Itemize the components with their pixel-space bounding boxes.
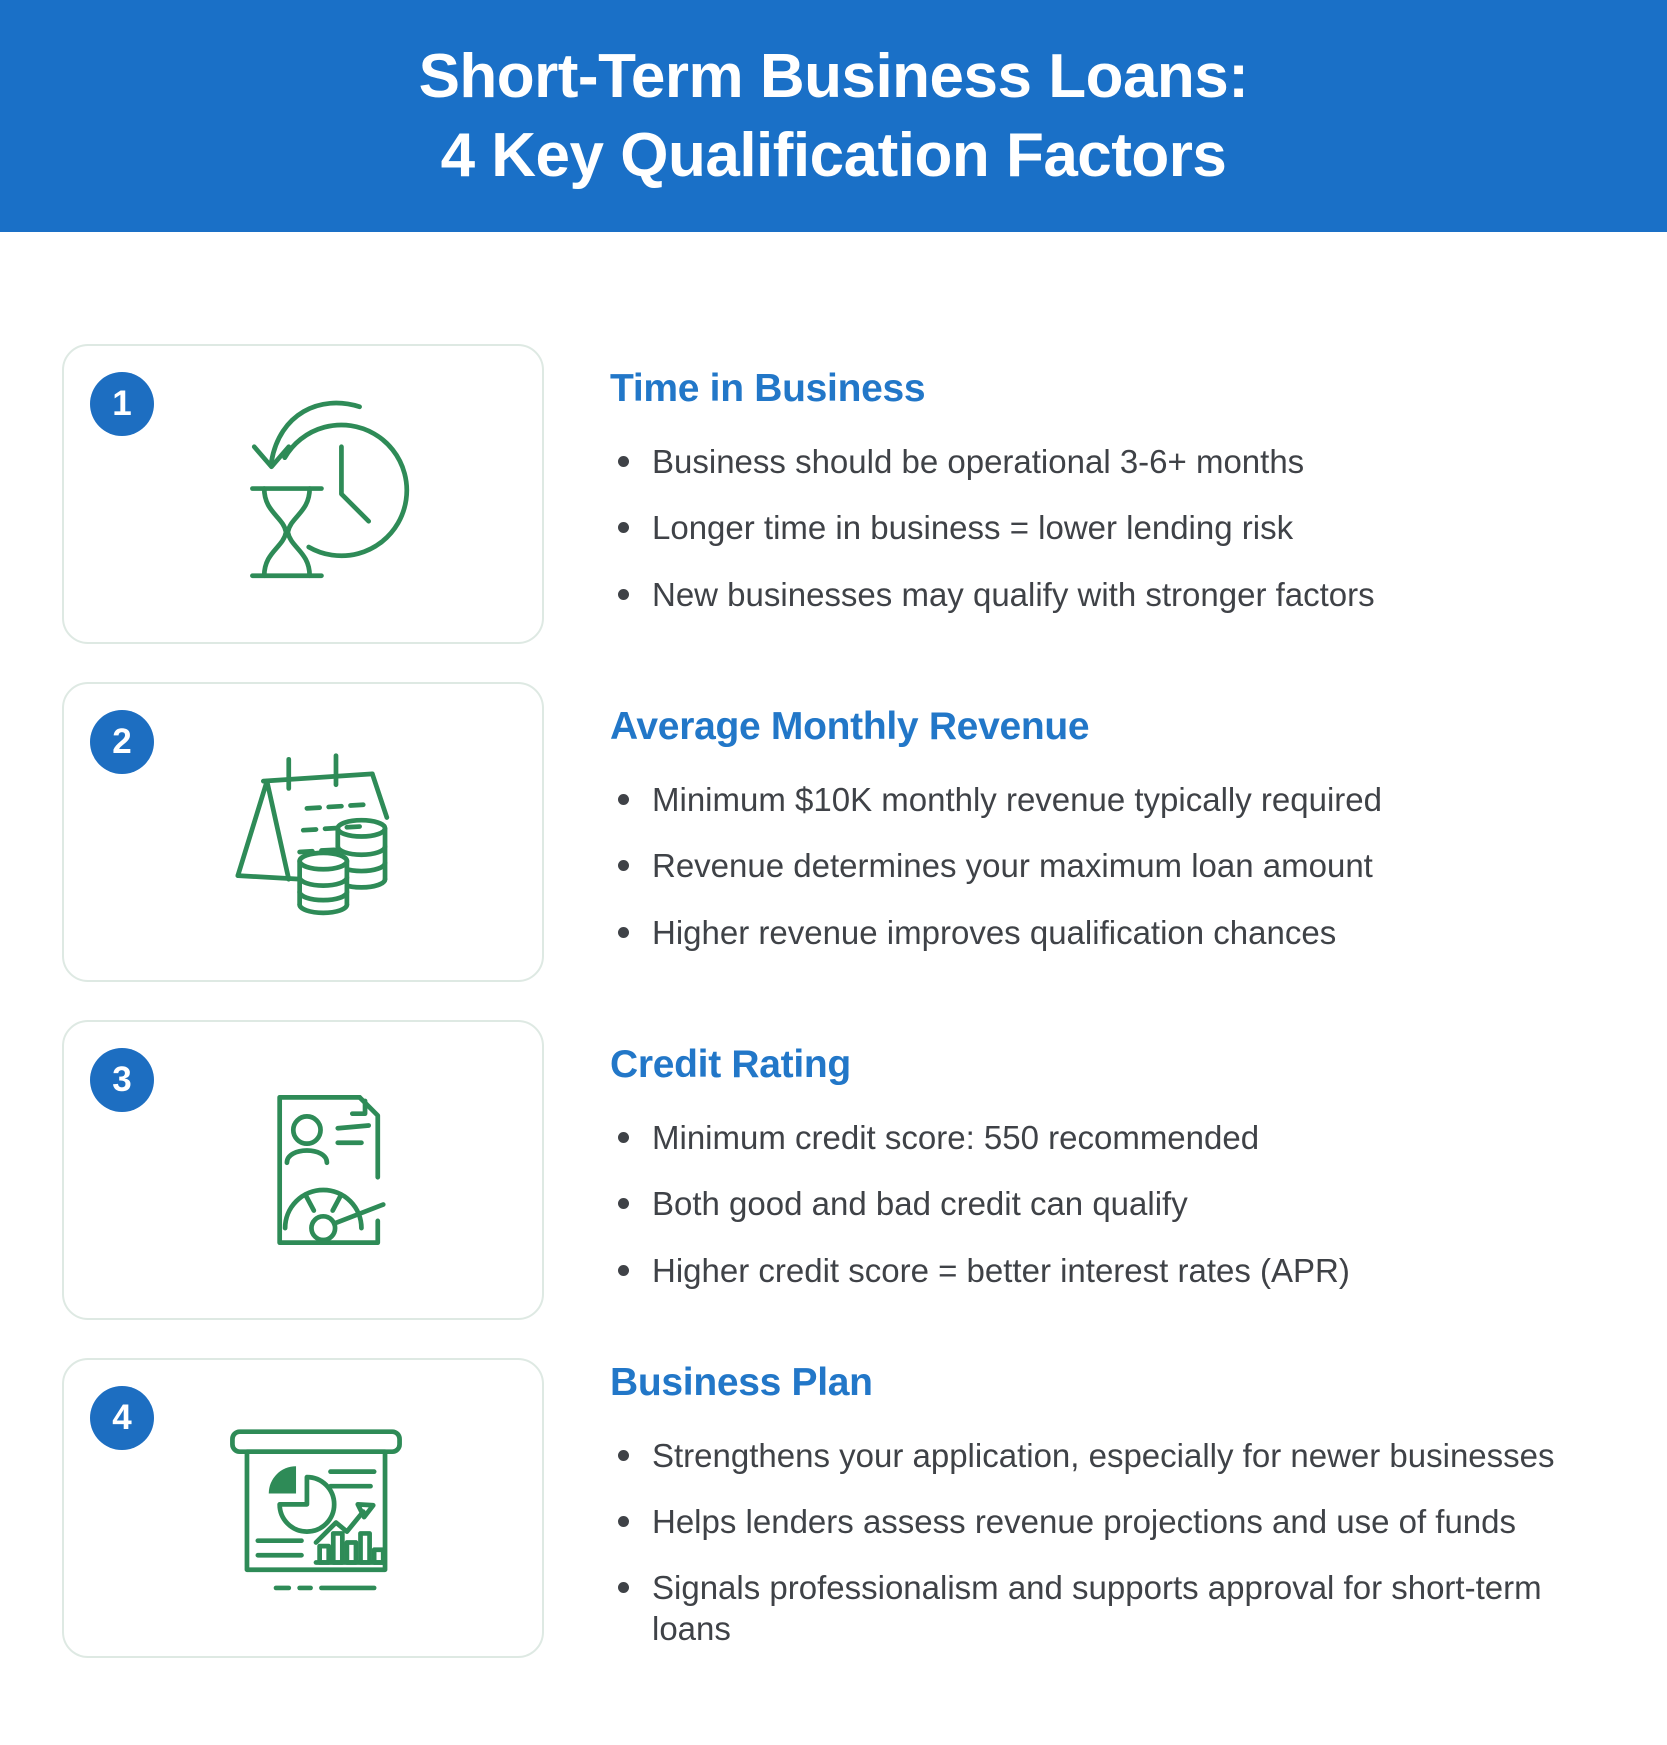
step-number: 4 [112,1398,132,1437]
presentation-chart-icon [207,1399,425,1617]
factor-icon-slot [207,723,425,941]
bullet-item: Higher credit score = better interest rates (APR) [610,1250,1605,1291]
factor-icon-card [62,344,544,644]
bullet-item: Helps lenders assess revenue projections and use of funds [610,1501,1605,1542]
step-number-badge [90,1386,154,1450]
factor-text-block [610,367,1605,621]
factor-icon-slot [207,1061,425,1279]
factor-bullet-list [610,1435,1605,1650]
step-number-badge [90,1048,154,1112]
bullet-item: New businesses may qualify with stronger factors [610,574,1605,615]
clock-hourglass-icon [207,385,425,603]
factor-text-block [610,1043,1605,1297]
bullet-item: Revenue determines your maximum loan amount [610,845,1605,886]
bullet-item: Longer time in business = lower lending risk [610,507,1605,548]
factor-heading: Average Monthly Revenue [610,705,1090,749]
qualification-factor-row [62,344,1605,644]
factor-heading: Time in Business [610,367,926,411]
factors-list [0,232,1667,1658]
bullet-item: Strengthens your application, especially for newer businesses [610,1435,1605,1476]
factor-icon-card [62,1358,544,1658]
factor-icon-card [62,682,544,982]
step-number-badge [90,710,154,774]
factor-bullet-list [610,779,1605,953]
credit-report-gauge-icon [207,1061,425,1279]
qualification-factor-row [62,1020,1605,1320]
factor-heading: Business Plan [610,1360,873,1404]
step-number: 3 [112,1060,132,1099]
page-header [0,0,1667,232]
qualification-factor-row [62,682,1605,982]
step-number: 1 [112,384,132,423]
bullet-item: Signals professionalism and supports approval for short-term loans [610,1567,1605,1650]
qualification-factor-row [62,1358,1605,1658]
factor-bullet-list [610,441,1605,615]
page-title-line1: Short-Term Business Loans: [418,41,1249,111]
factor-heading: Credit Rating [610,1043,851,1087]
factor-text-block [610,1361,1605,1656]
page-title [419,37,1249,196]
bullet-item: Both good and bad credit can qualify [610,1183,1605,1224]
step-number: 2 [112,722,132,761]
step-number-badge [90,372,154,436]
bullet-item: Minimum $10K monthly revenue typically required [610,779,1605,820]
factor-icon-slot [207,385,425,603]
factor-icon-card [62,1020,544,1320]
bullet-item: Business should be operational 3-6+ months [610,441,1605,482]
bullet-item: Higher revenue improves qualification chances [610,912,1605,953]
factor-text-block [610,705,1605,959]
calendar-coins-icon [207,723,425,941]
page-title-line2: 4 Key Qualification Factors [440,121,1227,190]
bullet-item: Minimum credit score: 550 recommended [610,1117,1605,1158]
factor-bullet-list [610,1117,1605,1291]
factor-icon-slot [207,1399,425,1617]
